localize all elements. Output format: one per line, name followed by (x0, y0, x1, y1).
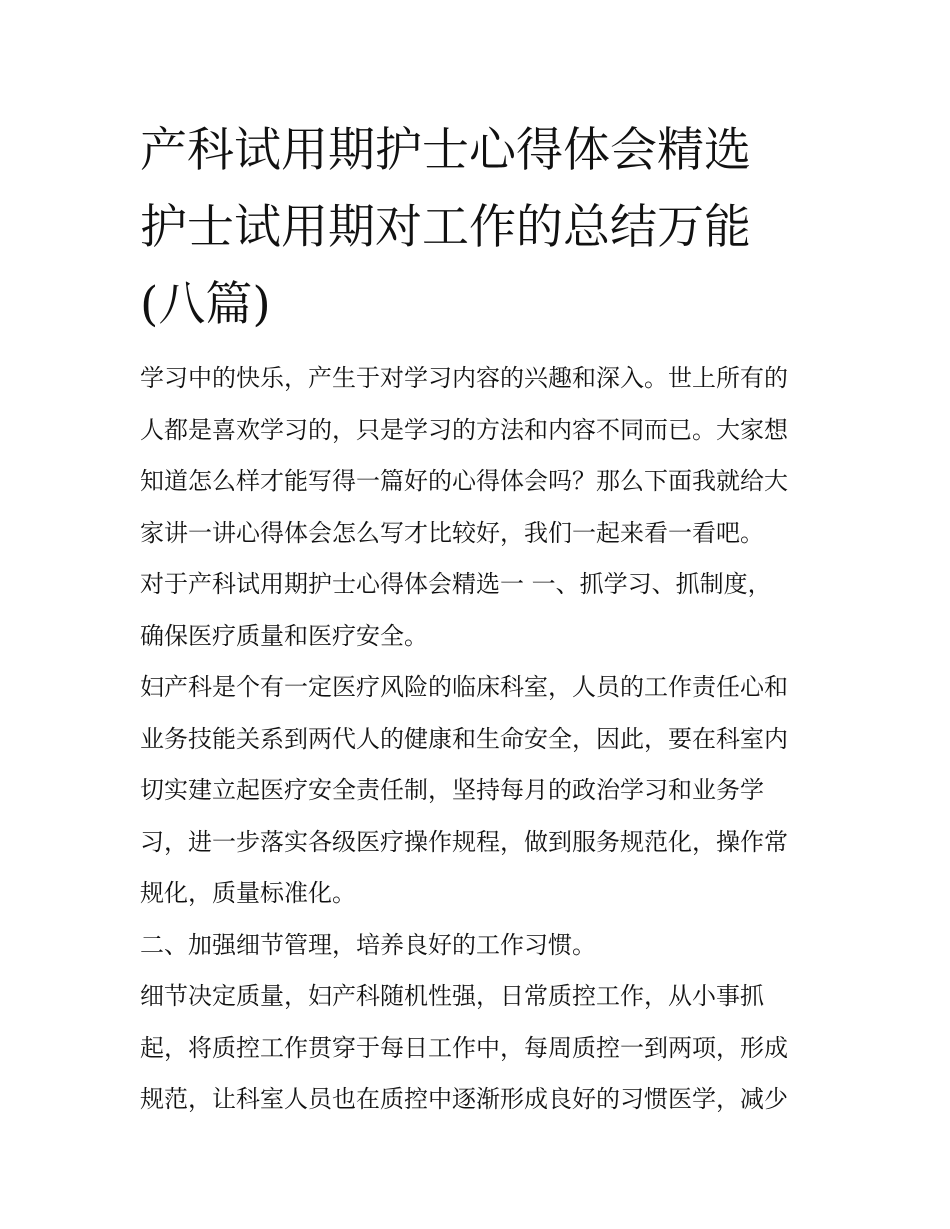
title-line-2: 护士试用期对工作的总结万能 (140, 200, 751, 255)
body-line: 对于产科试用期护士心得体会精选一 一、抓学习、抓制度， (140, 570, 772, 598)
document-page (140, 112, 812, 1126)
body-line: 规范，让科室人员也在质控中逐渐形成良好的习惯医学，减少 (140, 1085, 788, 1113)
body-line: 切实建立起医疗安全责任制，坚持每月的政治学习和业务学 (140, 776, 764, 804)
body-line: 家讲一讲心得体会怎么写才比较好，我们一起来看一看吧。 (140, 518, 764, 547)
body-line: 确保医疗质量和医疗安全。 (140, 621, 428, 650)
body-line: 人都是喜欢学习的，只是学习的方法和内容不同而已。大家想 (140, 415, 788, 444)
document-body (140, 353, 812, 1126)
title-line-3: (八篇) (140, 277, 271, 332)
body-line: 业务技能关系到两代人的健康和生命安全，因此，要在科室内 (140, 724, 788, 753)
title-line-1: 产科试用期护士心得体会精选 (140, 123, 751, 178)
body-line: 知道怎么样才能写得一篇好的心得体会吗？那么下面我就给大 (140, 467, 788, 495)
body-line: 细节决定质量，妇产科随机性强，日常质控工作，从小事抓 (140, 982, 764, 1010)
body-line: 习，进一步落实各级医疗操作规程，做到服务规范化，操作常 (140, 827, 788, 856)
body-line: 规化，质量标准化。 (140, 879, 356, 907)
body-line: 学习中的快乐，产生于对学习内容的兴趣和深入。世上所有的 (140, 364, 788, 392)
body-line: 妇产科是个有一定医疗风险的临床科室，人员的工作责任心和 (140, 673, 788, 701)
document-title (140, 112, 812, 343)
body-line: 起，将质控工作贯穿于每日工作中，每周质控一到两项，形成 (140, 1033, 788, 1062)
body-line: 二、加强细节管理，培养良好的工作习惯。 (140, 930, 596, 959)
